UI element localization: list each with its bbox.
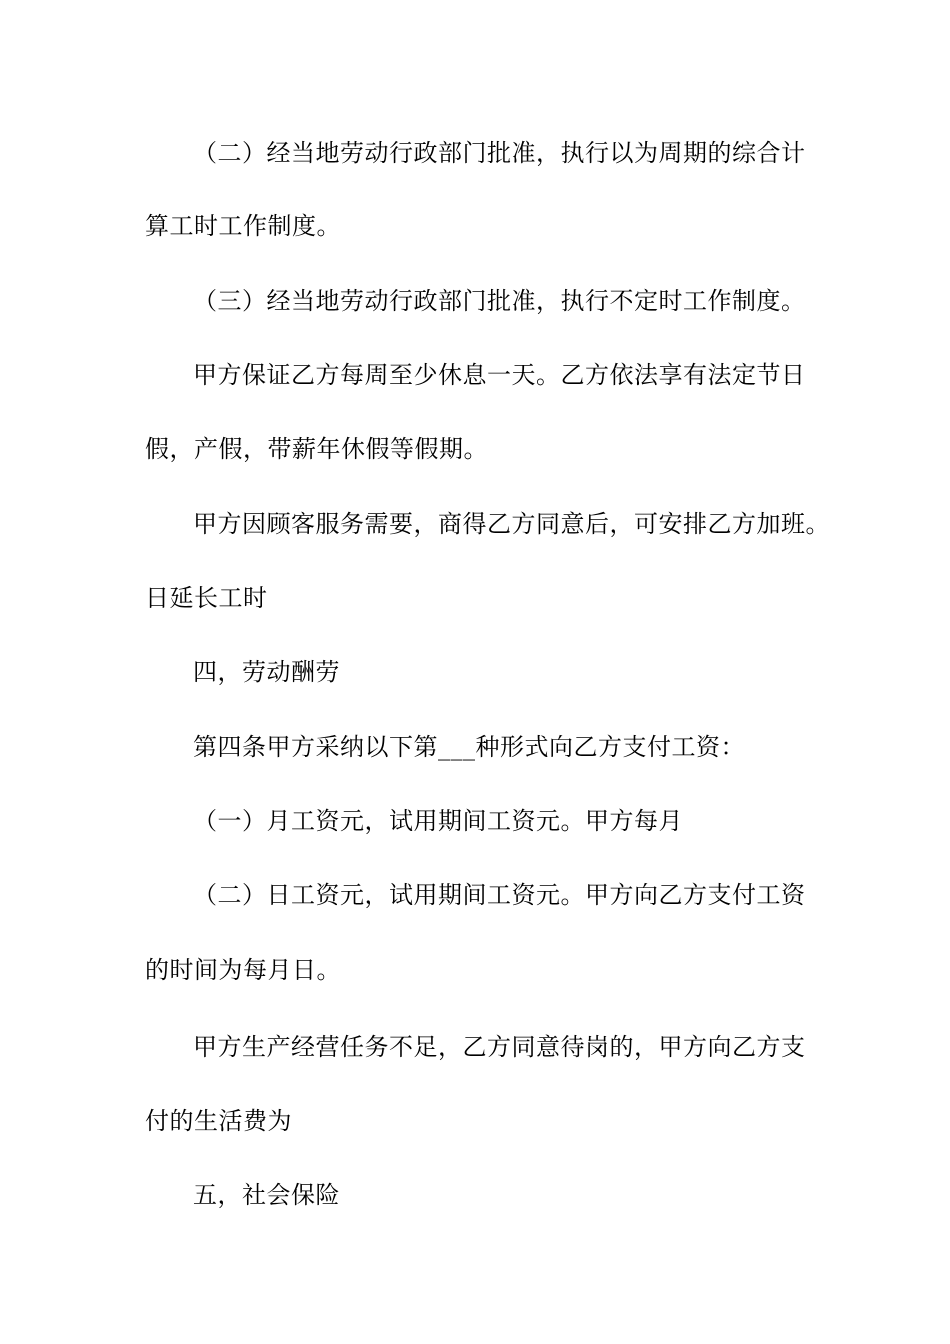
section-heading: 四，劳动酬劳	[193, 658, 340, 686]
paragraph-line: （三）经当地劳动行政部门批准，执行不定时工作制度。	[193, 287, 806, 315]
paragraph-line: 甲方因顾客服务需要，商得乙方同意后，可安排乙方加班。	[193, 510, 830, 538]
paragraph-line: 甲方生产经营任务不足，乙方同意待岗的，甲方向乙方支	[193, 1033, 806, 1061]
paragraph-line: 假，产假，带薪年休假等假期。	[145, 435, 488, 463]
paragraph-line: 甲方保证乙方每周至少休息一天。乙方依法享有法定节日	[193, 361, 806, 389]
paragraph-line: 算工时工作制度。	[145, 212, 341, 240]
paragraph-line: （二）日工资元，试用期间工资元。甲方向乙方支付工资	[193, 881, 806, 909]
paragraph-line: 付的生活费为	[145, 1107, 292, 1135]
paragraph-line: 第四条甲方采纳以下第___种形式向乙方支付工资：	[193, 733, 745, 761]
section-heading: 五，社会保险	[193, 1181, 340, 1209]
paragraph-line: （一）月工资元，试用期间工资元。甲方每月	[193, 807, 683, 835]
paragraph-line: （二）经当地劳动行政部门批准，执行以为周期的综合计	[193, 139, 806, 167]
paragraph-line: 的时间为每月日。	[145, 956, 341, 984]
paragraph-line: 日延长工时	[145, 584, 268, 612]
